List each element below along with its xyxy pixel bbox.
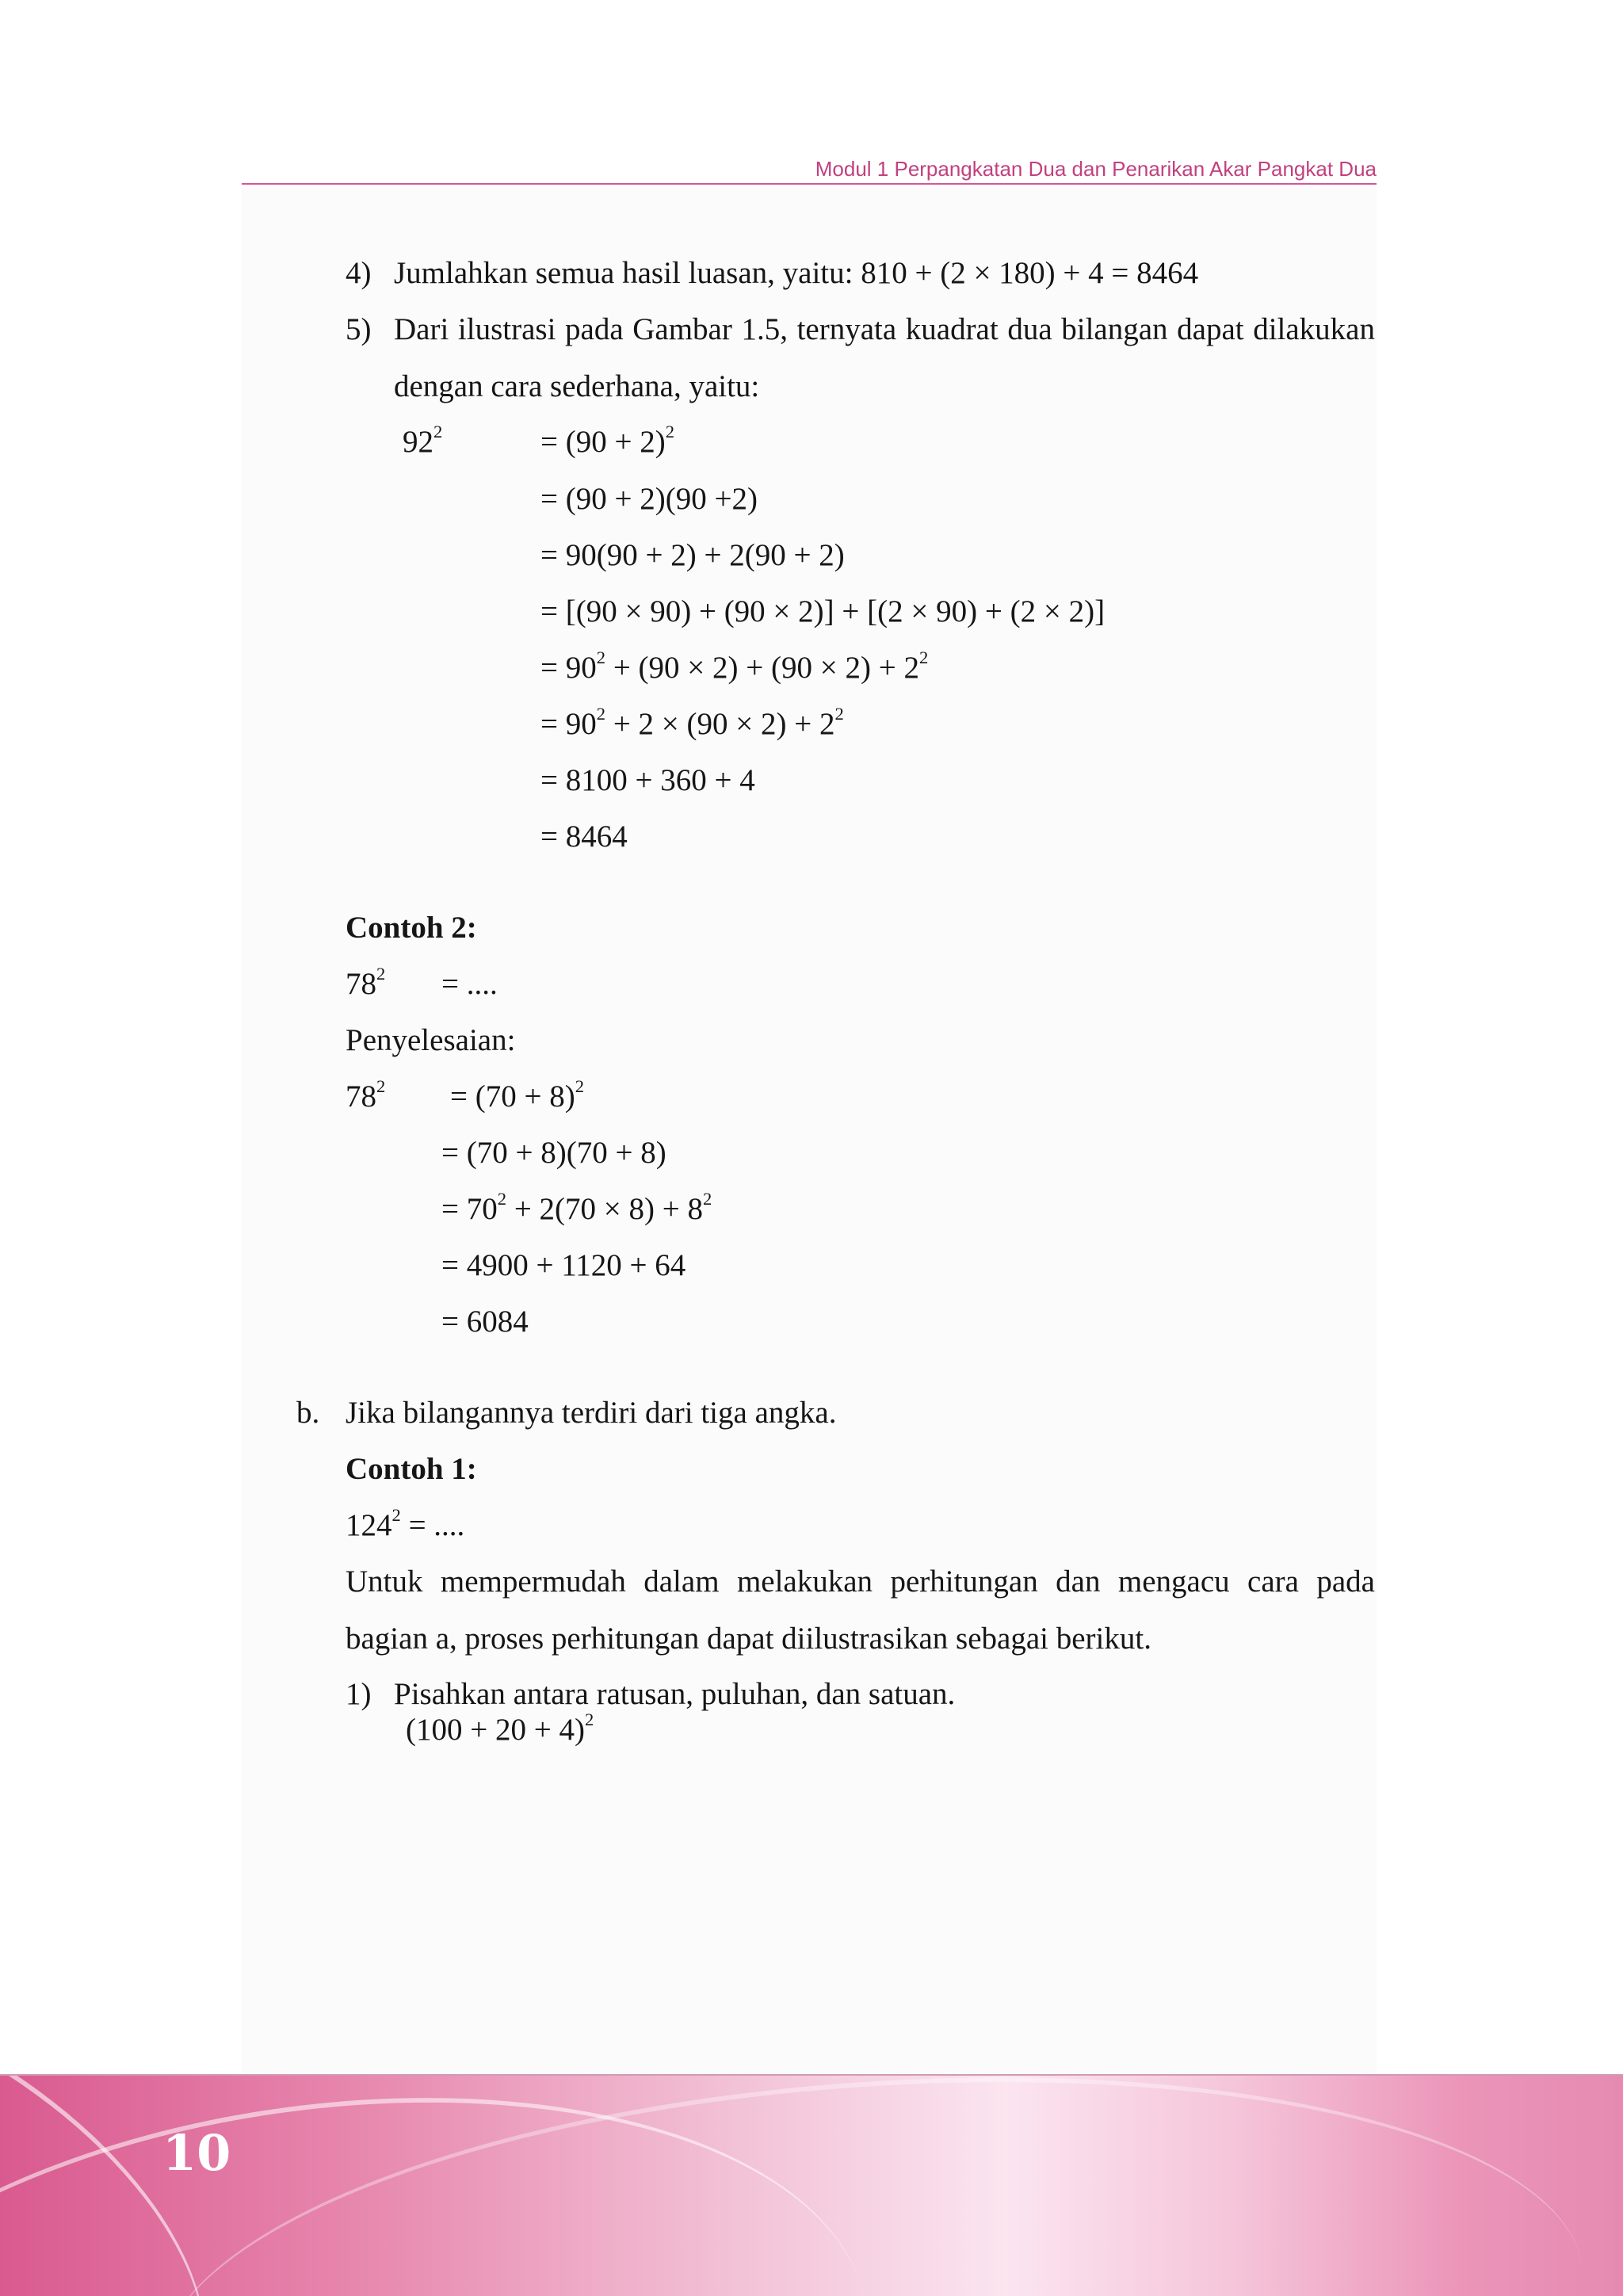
calc-78-line-4: = 4900 + 1120 + 64 <box>441 1248 686 1282</box>
item-5-text: Dari ilustrasi pada Gambar 1.5, ternyata kuadrat dua bilangan dapat dilakukan dengan cara sederhana, yaitu: <box>394 312 1375 403</box>
calc-78-line-1: = $(70 + 8)^2$ <box>450 1075 585 1114</box>
running-header: Modul 1 Perpangkatan Dua dan Penarikan Akar Pangkat Dua <box>815 157 1377 181</box>
contoh-2-question-base: $78^2$ <box>346 963 386 1001</box>
calc-78-line-5: = 6084 <box>441 1305 529 1339</box>
item-4-number: 4) <box>346 256 372 290</box>
section-b-letter: b. <box>296 1396 320 1430</box>
item-1-number: 1) <box>346 1677 372 1711</box>
item-5-number: 5) <box>346 312 372 346</box>
section-b-paragraph: Untuk mempermudah dalam melakukan perhitungan dan mengacu cara pada bagian a, proses perhitungan dapat diilustrasikan sebagai berikut. <box>346 1564 1375 1656</box>
calc-92-lhs: $92^2$ <box>403 421 443 459</box>
item-1-text: Pisahkan antara ratusan, puluhan, dan satuan. <box>394 1677 956 1711</box>
calc-78-line-2: = (70 + 8)(70 + 8) <box>441 1136 666 1170</box>
calc-92-line-5: = $90^2 + (90 \times 2) + (90 \times 2) + 2^2$ <box>540 647 929 685</box>
header-divider <box>242 183 1377 185</box>
contoh-1-heading: Contoh 1: <box>346 1452 477 1486</box>
footer-divider <box>0 2074 1623 2076</box>
calc-92-line-6: = $90^2 + 2 \times (90 \times 2) + 2^2$ <box>540 703 844 741</box>
section-b-text: Jika bilangannya terdiri dari tiga angka. <box>346 1396 837 1430</box>
calc-78-lhs: $78^2$ <box>346 1075 386 1114</box>
calc-92-line-1: = $(90 + 2)^2$ <box>540 421 675 459</box>
solution-label: Penyelesaian: <box>346 1023 516 1057</box>
contoh-1-question: $124^2$ = .... <box>346 1504 465 1542</box>
calc-92-line-4: = [(90 × 90) + (90 × 2)] + [(2 × 90) + (2 × 2)] <box>540 594 1106 628</box>
page-number: 10 <box>162 2124 231 2182</box>
calc-92-line-7: = 8100 + 360 + 4 <box>540 763 755 797</box>
calc-92-line-2: = (90 + 2)(90 +2) <box>540 482 758 516</box>
item-1-expression: $(100 + 20 + 4)^2$ <box>406 1709 594 1747</box>
contoh-2-question-rest: = .... <box>441 967 498 1001</box>
calc-92-line-3: = 90(90 + 2) + 2(90 + 2) <box>540 538 845 572</box>
contoh-2-heading: Contoh 2: <box>346 911 477 945</box>
calc-78-line-3: = $70^2 + 2(70 \times 8) + 8^2$ <box>441 1188 712 1226</box>
calc-92-line-8: = 8464 <box>540 819 628 854</box>
content-panel <box>242 185 1377 2076</box>
footer-band <box>0 2074 1623 2296</box>
item-4-text: Jumlahkan semua hasil luasan, yaitu: 810 + (2 × 180) + 4 = 8464 <box>394 256 1199 290</box>
